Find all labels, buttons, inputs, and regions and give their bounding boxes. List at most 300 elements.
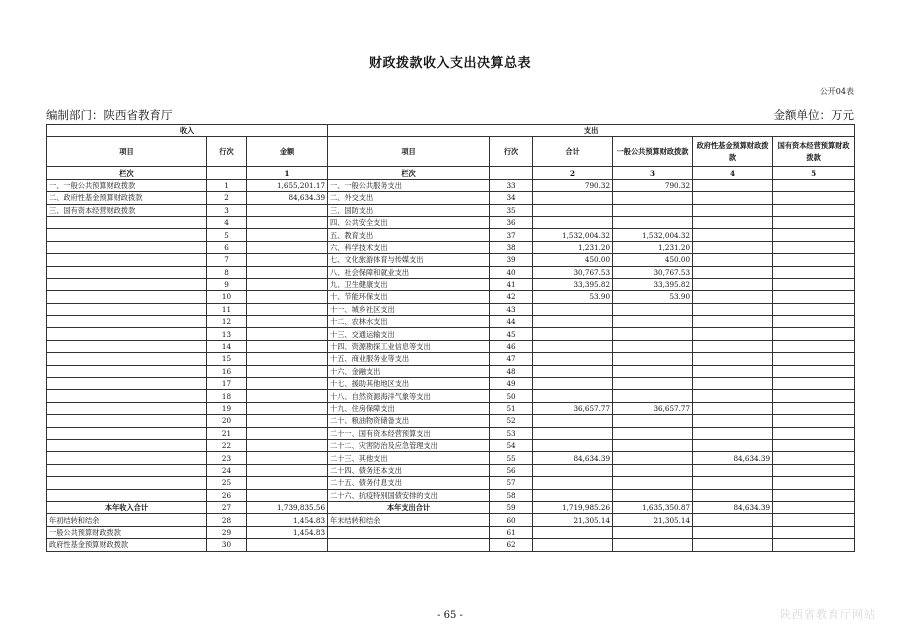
- total-cell: 53.90: [533, 291, 613, 303]
- income-amount-cell: [247, 204, 328, 216]
- soe-budget-header: 国有资本经营预算财政拨款: [773, 137, 855, 167]
- gen-budget-cell: [613, 439, 693, 451]
- soe-budget-cell: [773, 489, 855, 501]
- income-amount-cell: [247, 291, 328, 303]
- income-line-cell: 23: [207, 452, 247, 464]
- expense-line-cell: 34: [490, 192, 533, 204]
- total-cell: 1,532,004.32: [533, 229, 613, 241]
- expense-item-cell: 二十三、其他支出: [328, 452, 490, 464]
- income-amount-cell: 1,454.83: [247, 526, 328, 538]
- table-row: [47, 501, 855, 513]
- income-line-cell: 29: [207, 526, 247, 538]
- gen-budget-cell: [613, 526, 693, 538]
- expense-line-cell: 49: [490, 378, 533, 390]
- expense-item-cell: 年末结转和结余: [328, 514, 490, 526]
- income-line-cell: 14: [207, 340, 247, 352]
- income-line-cell: 17: [207, 378, 247, 390]
- gov-fund-cell: [693, 204, 773, 216]
- table-row: [47, 378, 855, 390]
- site-watermark: 陕西省教育厅网站: [780, 608, 876, 621]
- income-item-cell: [47, 353, 207, 365]
- total-cell: [533, 439, 613, 451]
- expense-item-cell: 二十五、债务付息支出: [328, 477, 490, 489]
- income-amount-cell: [247, 402, 328, 414]
- soe-budget-cell: [773, 192, 855, 204]
- soe-budget-cell: [773, 539, 855, 551]
- income-item-cell: [47, 340, 207, 352]
- table-row: [47, 402, 855, 414]
- expense-line-cell: 37: [490, 229, 533, 241]
- income-line-cell: 1: [207, 179, 247, 191]
- soe-budget-cell: [773, 402, 855, 414]
- table-row: [47, 464, 855, 476]
- table-row: [47, 365, 855, 377]
- income-amount-cell: [247, 353, 328, 365]
- soe-budget-cell: [773, 179, 855, 191]
- income-amount-cell: [247, 229, 328, 241]
- table-row: [47, 328, 855, 340]
- soe-budget-cell: [773, 241, 855, 253]
- gov-fund-cell: [693, 526, 773, 538]
- col-index-3: 3: [613, 167, 693, 179]
- gov-fund-cell: [693, 402, 773, 414]
- expense-item-cell: 二十六、抗疫特别国债安排的支出: [328, 489, 490, 501]
- income-amount-cell: [247, 278, 328, 290]
- income-item-cell: [47, 266, 207, 278]
- soe-budget-cell: [773, 316, 855, 328]
- gen-budget-cell: 33,395.82: [613, 278, 693, 290]
- expense-line-cell: 41: [490, 278, 533, 290]
- expense-item-cell: 十四、资源勘探工业信息等支出: [328, 340, 490, 352]
- table-row: [47, 303, 855, 315]
- gov-fund-cell: [693, 254, 773, 266]
- table-row: [47, 340, 855, 352]
- income-amount-cell: 1,454.83: [247, 514, 328, 526]
- expense-item-cell: [328, 526, 490, 538]
- gov-fund-header: 政府性基金预算财政拨款: [693, 137, 773, 167]
- gen-budget-cell: 790.32: [613, 179, 693, 191]
- income-item-cell: [47, 439, 207, 451]
- table-row: [47, 241, 855, 253]
- total-cell: [533, 539, 613, 551]
- soe-budget-cell: [773, 501, 855, 513]
- soe-budget-cell: [773, 477, 855, 489]
- gov-fund-cell: [693, 266, 773, 278]
- expense-item-cell: [328, 539, 490, 551]
- gov-fund-cell: [693, 192, 773, 204]
- income-item-cell: [47, 489, 207, 501]
- expense-line-cell: 38: [490, 241, 533, 253]
- income-amount-cell: [247, 266, 328, 278]
- expense-item-cell: 十七、援助其他地区支出: [328, 378, 490, 390]
- gov-fund-cell: [693, 303, 773, 315]
- income-item-cell: 一般公共预算财政拨款: [47, 526, 207, 538]
- table-row: [47, 539, 855, 551]
- table-row: [47, 427, 855, 439]
- income-amount-cell: [247, 439, 328, 451]
- income-amount-cell: [247, 316, 328, 328]
- soe-budget-cell: [773, 415, 855, 427]
- report-title: 财政拨款收入支出决算总表: [368, 56, 531, 71]
- income-line-header: 行次: [207, 137, 247, 167]
- col-index-1: 1: [247, 167, 328, 179]
- income-item-cell: [47, 216, 207, 228]
- income-header: 收入: [47, 125, 328, 137]
- col-index-4: 4: [693, 167, 773, 179]
- table-row: [47, 266, 855, 278]
- income-item-cell: [47, 291, 207, 303]
- gen-budget-cell: [613, 477, 693, 489]
- income-line-cell: 20: [207, 415, 247, 427]
- header-row-1: [47, 125, 855, 137]
- gov-fund-cell: [693, 291, 773, 303]
- soe-budget-cell: [773, 291, 855, 303]
- gov-fund-cell: [693, 340, 773, 352]
- income-item-cell: 三、国有资本经营财政拨款: [47, 204, 207, 216]
- gen-budget-cell: [613, 464, 693, 476]
- gen-budget-cell: [613, 378, 693, 390]
- expense-line-cell: 50: [490, 390, 533, 402]
- soe-budget-cell: [773, 266, 855, 278]
- income-item-cell: [47, 365, 207, 377]
- total-cell: [533, 489, 613, 501]
- header-row-2: [47, 137, 855, 167]
- expense-line-cell: 43: [490, 303, 533, 315]
- table-row: [47, 415, 855, 427]
- table-row: [47, 526, 855, 538]
- expense-line-cell: 48: [490, 365, 533, 377]
- col-index-5: 5: [773, 167, 855, 179]
- gov-fund-cell: [693, 328, 773, 340]
- income-line-cell: 19: [207, 402, 247, 414]
- income-line-cell: 15: [207, 353, 247, 365]
- total-cell: [533, 328, 613, 340]
- soe-budget-cell: [773, 526, 855, 538]
- expense-item-cell: 三、国防支出: [328, 204, 490, 216]
- expense-item-header: 项目: [328, 137, 490, 167]
- expense-line-cell: 54: [490, 439, 533, 451]
- expense-item-cell: 十二、农林水支出: [328, 316, 490, 328]
- expense-line-cell: 53: [490, 427, 533, 439]
- department-label: 编制部门：陕西省教育厅: [46, 108, 173, 122]
- expense-line-cell: 60: [490, 514, 533, 526]
- expense-line-cell: 35: [490, 204, 533, 216]
- soe-budget-cell: [773, 378, 855, 390]
- income-item-cell: 本年收入合计: [47, 501, 207, 513]
- income-amount-cell: [247, 452, 328, 464]
- income-amount-cell: [247, 415, 328, 427]
- gov-fund-cell: [693, 378, 773, 390]
- gov-fund-cell: [693, 477, 773, 489]
- soe-budget-cell: [773, 229, 855, 241]
- gen-budget-cell: [613, 415, 693, 427]
- gen-budget-cell: 30,767.53: [613, 266, 693, 278]
- income-amount-cell: [247, 216, 328, 228]
- gen-budget-cell: [613, 353, 693, 365]
- total-cell: [533, 353, 613, 365]
- gen-budget-cell: [613, 390, 693, 402]
- expense-line-cell: 39: [490, 254, 533, 266]
- income-amount-cell: [247, 365, 328, 377]
- soe-budget-cell: [773, 452, 855, 464]
- income-line-cell: 12: [207, 316, 247, 328]
- income-item-cell: [47, 241, 207, 253]
- income-line-cell: 3: [207, 204, 247, 216]
- total-cell: [533, 316, 613, 328]
- gen-budget-cell: [613, 427, 693, 439]
- gov-fund-cell: [693, 415, 773, 427]
- gov-fund-cell: [693, 241, 773, 253]
- expense-item-cell: 十九、住房保障支出: [328, 402, 490, 414]
- income-item-cell: [47, 464, 207, 476]
- soe-budget-cell: [773, 254, 855, 266]
- expense-line-cell: 44: [490, 316, 533, 328]
- gen-budget-cell: [613, 192, 693, 204]
- total-cell: [533, 390, 613, 402]
- gov-fund-cell: [693, 316, 773, 328]
- soe-budget-cell: [773, 216, 855, 228]
- income-amount-cell: [247, 477, 328, 489]
- expense-line-cell: 62: [490, 539, 533, 551]
- gen-budget-cell: 53.90: [613, 291, 693, 303]
- expense-line-cell: 45: [490, 328, 533, 340]
- gov-fund-cell: [693, 278, 773, 290]
- income-item-cell: [47, 477, 207, 489]
- gen-budget-cell: 1,635,350.87: [613, 501, 693, 513]
- total-cell: [533, 415, 613, 427]
- table-row: [47, 204, 855, 216]
- gov-fund-cell: [693, 365, 773, 377]
- total-cell: 33,395.82: [533, 278, 613, 290]
- form-number: 公开04表: [819, 87, 854, 96]
- gen-budget-cell: [613, 328, 693, 340]
- expense-item-cell: 二十四、债务还本支出: [328, 464, 490, 476]
- gen-budget-cell: [613, 316, 693, 328]
- income-line-cell: 11: [207, 303, 247, 315]
- gen-budget-cell: 21,305.14: [613, 514, 693, 526]
- gen-budget-cell: 1,231.20: [613, 241, 693, 253]
- col-index-2: 2: [533, 167, 613, 179]
- expense-item-cell: 十六、金融支出: [328, 365, 490, 377]
- table-row: [47, 439, 855, 451]
- table-row: [47, 291, 855, 303]
- soe-budget-cell: [773, 340, 855, 352]
- soe-budget-cell: [773, 464, 855, 476]
- total-cell: 1,719,985.26: [533, 501, 613, 513]
- total-cell: [533, 526, 613, 538]
- income-amount-cell: [247, 390, 328, 402]
- income-line-cell: 10: [207, 291, 247, 303]
- soe-budget-cell: [773, 514, 855, 526]
- expense-line-cell: 40: [490, 266, 533, 278]
- income-amount-cell: [247, 303, 328, 315]
- soe-budget-cell: [773, 278, 855, 290]
- page-number: - 65 -: [437, 610, 463, 621]
- gen-budget-cell: 36,657.77: [613, 402, 693, 414]
- expense-item-cell: 十一、城乡社区支出: [328, 303, 490, 315]
- gov-fund-cell: [693, 390, 773, 402]
- total-cell: 84,634.39: [533, 452, 613, 464]
- gen-budget-cell: [613, 452, 693, 464]
- income-line-cell: 25: [207, 477, 247, 489]
- expense-item-cell: 二十、粮油物资储备支出: [328, 415, 490, 427]
- expense-item-cell: 十八、自然资源海洋气象等支出: [328, 390, 490, 402]
- gov-fund-cell: [693, 464, 773, 476]
- income-amount-cell: [247, 254, 328, 266]
- table-row: [47, 278, 855, 290]
- expense-line-cell: 55: [490, 452, 533, 464]
- income-line-cell: 13: [207, 328, 247, 340]
- income-line-cell: 28: [207, 514, 247, 526]
- expense-line-cell: 33: [490, 179, 533, 191]
- income-amount-cell: [247, 378, 328, 390]
- expense-item-cell: 二十一、国有资本经营预算支出: [328, 427, 490, 439]
- income-col-blank: [207, 167, 247, 179]
- income-amount-cell: 1,739,835.56: [247, 501, 328, 513]
- income-col-label: 栏次: [47, 167, 207, 179]
- income-item-cell: [47, 415, 207, 427]
- table-row: [47, 316, 855, 328]
- income-amount-cell: 1,655,201.17: [247, 179, 328, 191]
- table-row: [47, 254, 855, 266]
- total-cell: 36,657.77: [533, 402, 613, 414]
- income-item-cell: [47, 254, 207, 266]
- income-item-cell: [47, 278, 207, 290]
- expense-line-cell: 58: [490, 489, 533, 501]
- expense-item-cell: 七、文化旅游体育与传媒支出: [328, 254, 490, 266]
- total-cell: 1,231.20: [533, 241, 613, 253]
- table-row: [47, 489, 855, 501]
- income-line-cell: 30: [207, 539, 247, 551]
- income-amount-cell: [247, 464, 328, 476]
- soe-budget-cell: [773, 353, 855, 365]
- expense-item-cell: 十五、商业服务业等支出: [328, 353, 490, 365]
- gen-budget-cell: [613, 489, 693, 501]
- expense-line-cell: 59: [490, 501, 533, 513]
- soe-budget-cell: [773, 328, 855, 340]
- table-row: [47, 452, 855, 464]
- income-amount-cell: [247, 241, 328, 253]
- table-row: [47, 192, 855, 204]
- gov-fund-cell: [693, 489, 773, 501]
- gov-fund-cell: 84,634.39: [693, 501, 773, 513]
- total-cell: 30,767.53: [533, 266, 613, 278]
- expense-line-cell: 57: [490, 477, 533, 489]
- expense-item-cell: 二、外交支出: [328, 192, 490, 204]
- total-cell: [533, 216, 613, 228]
- expense-col-label: 栏次: [328, 167, 490, 179]
- income-item-cell: [47, 452, 207, 464]
- income-line-cell: 26: [207, 489, 247, 501]
- gov-fund-cell: [693, 439, 773, 451]
- income-line-cell: 18: [207, 390, 247, 402]
- expense-line-cell: 61: [490, 526, 533, 538]
- income-line-cell: 7: [207, 254, 247, 266]
- table-row: [47, 229, 855, 241]
- table-row: [47, 477, 855, 489]
- income-amount-cell: [247, 539, 328, 551]
- income-item-cell: [47, 427, 207, 439]
- expense-item-cell: 二十二、灾害防治及应急管理支出: [328, 439, 490, 451]
- income-item-cell: [47, 390, 207, 402]
- gov-fund-cell: [693, 216, 773, 228]
- soe-budget-cell: [773, 365, 855, 377]
- total-cell: 21,305.14: [533, 514, 613, 526]
- budget-table: [46, 124, 855, 552]
- expense-item-cell: 九、卫生健康支出: [328, 278, 490, 290]
- expense-item-cell: 一、一般公共服务支出: [328, 179, 490, 191]
- expense-line-cell: 42: [490, 291, 533, 303]
- expense-line-cell: 56: [490, 464, 533, 476]
- soe-budget-cell: [773, 204, 855, 216]
- soe-budget-cell: [773, 303, 855, 315]
- total-cell: [533, 378, 613, 390]
- income-item-cell: 一、一般公共预算财政拨款: [47, 179, 207, 191]
- income-item-cell: [47, 303, 207, 315]
- income-amount-cell: [247, 340, 328, 352]
- gen-budget-cell: [613, 204, 693, 216]
- gen-budget-cell: [613, 303, 693, 315]
- total-cell: [533, 340, 613, 352]
- total-cell: [533, 204, 613, 216]
- income-item-cell: [47, 316, 207, 328]
- income-amount-cell: 84,634.39: [247, 192, 328, 204]
- expense-line-header: 行次: [490, 137, 533, 167]
- gov-fund-cell: [693, 353, 773, 365]
- total-cell: [533, 192, 613, 204]
- income-amount-cell: [247, 489, 328, 501]
- income-line-cell: 16: [207, 365, 247, 377]
- income-item-cell: 年初结转和结余: [47, 514, 207, 526]
- expense-item-cell: 十三、交通运输支出: [328, 328, 490, 340]
- gen-budget-cell: [613, 340, 693, 352]
- income-line-cell: 27: [207, 501, 247, 513]
- expense-line-cell: 51: [490, 402, 533, 414]
- expense-item-cell: 十、节能环保支出: [328, 291, 490, 303]
- income-line-cell: 24: [207, 464, 247, 476]
- income-line-cell: 22: [207, 439, 247, 451]
- table-row: [47, 390, 855, 402]
- gen-budget-header: 一般公共预算财政拨款: [613, 137, 693, 167]
- income-line-cell: 4: [207, 216, 247, 228]
- gov-fund-cell: [693, 427, 773, 439]
- gen-budget-cell: [613, 216, 693, 228]
- table-row: [47, 353, 855, 365]
- income-line-cell: 9: [207, 278, 247, 290]
- income-line-cell: 21: [207, 427, 247, 439]
- table-body: [47, 179, 855, 551]
- total-cell: [533, 427, 613, 439]
- gen-budget-cell: 1,532,004.32: [613, 229, 693, 241]
- gov-fund-cell: 84,634.39: [693, 452, 773, 464]
- income-item-cell: 二、政府性基金预算财政拨款: [47, 192, 207, 204]
- income-line-cell: 2: [207, 192, 247, 204]
- soe-budget-cell: [773, 439, 855, 451]
- expense-item-cell: 四、公共安全支出: [328, 216, 490, 228]
- total-header: 合计: [533, 137, 613, 167]
- soe-budget-cell: [773, 427, 855, 439]
- gov-fund-cell: [693, 514, 773, 526]
- unit-label: 金额单位：万元: [773, 108, 854, 122]
- expense-item-cell: 六、科学技术支出: [328, 241, 490, 253]
- gen-budget-cell: 450.00: [613, 254, 693, 266]
- gov-fund-cell: [693, 229, 773, 241]
- total-cell: [533, 365, 613, 377]
- gen-budget-cell: [613, 539, 693, 551]
- income-item-cell: [47, 402, 207, 414]
- gen-budget-cell: [613, 365, 693, 377]
- expense-item-cell: 八、社会保障和就业支出: [328, 266, 490, 278]
